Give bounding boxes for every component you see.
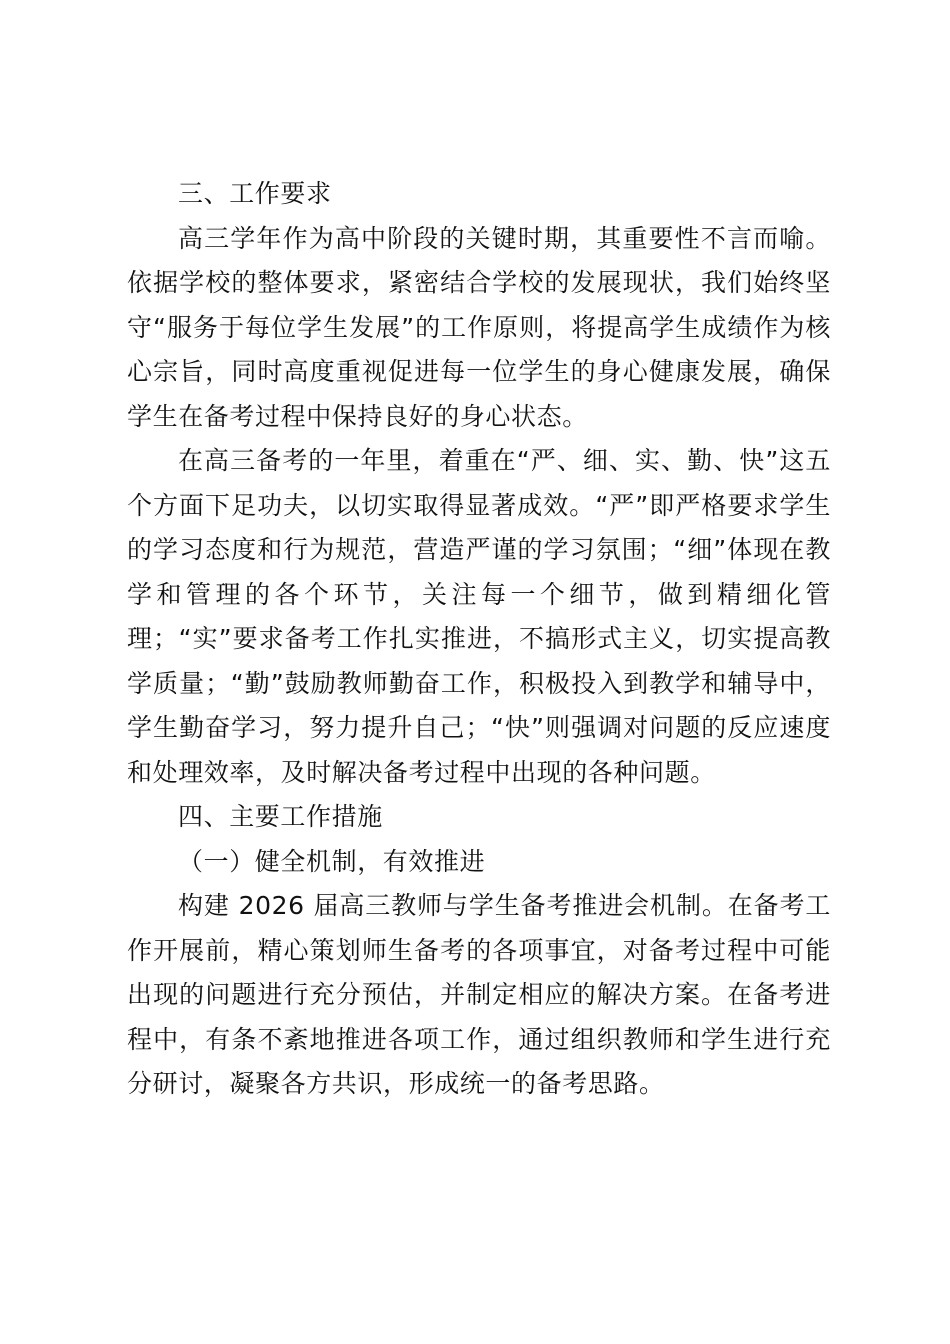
section-heading-work-requirements: 三、工作要求 — [178, 179, 332, 208]
paragraph-senior-year-importance: 高三学年作为高中阶段的关键时期，其重要性不言而喻。依据学校的整体要求，紧密结合学校的发展现状，我们始终坚守“服务于每位学生发展”的工作原则，将提高学生成绩作为核心宗旨，同时高度重视促进每一位学生的身心健康发展，确保学生在备考过程中保持良好的身心状态。 — [127, 223, 831, 431]
section-heading-main-measures: 四、主要工作措施 — [178, 802, 383, 831]
document-body — [127, 172, 831, 1107]
paragraph-five-aspects: 在高三备考的一年里，着重在“严、细、实、勤、快”这五个方面下足功夫，以切实取得显著成效。“严”即严格要求学生的学习态度和行为规范，营造严谨的学习氛围；“细”体现在教学和管理的各个环节，关注每一个细节，做到精细化管理；“实”要求备考工作扎实推进，不搞形式主义，切实提高教学质量；“勤”鼓励教师勤奋工作，积极投入到教学和辅导中，学生勤奋学习，努力提升自己；“快”则强调对问题的反应速度和处理效率，及时解决备考过程中出现的各种问题。 — [127, 446, 831, 787]
subsection-heading-mechanism: （一）健全机制，有效推进 — [178, 846, 486, 876]
paragraph-mechanism-details: 构建 2026 届高三教师与学生备考推进会机制。在备考工作开展前，精心策划师生备考的各项事宜，对备考过程中可能出现的问题进行充分预估，并制定相应的解决方案。在备考进程中，有条不紊地推进各项工作，通过组织教师和学生进行充分研讨，凝聚各方共识，形成统一的备考思路。 — [127, 891, 831, 1098]
